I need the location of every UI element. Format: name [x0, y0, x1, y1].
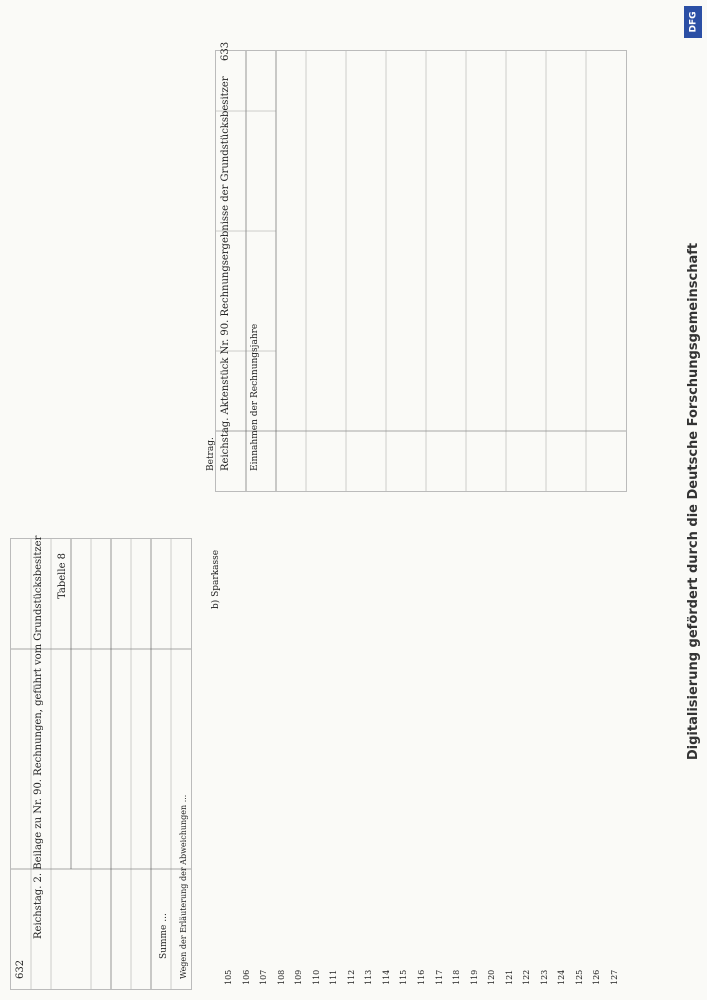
row-number: 124	[557, 969, 567, 985]
left-page-header: Reichstag. 2. Beilage zu Nr. 90. Rechnungen, geführt vom Grundstücksbesitzer	[33, 535, 44, 939]
row-number: 108	[276, 969, 286, 985]
row-number: 120	[487, 969, 497, 985]
row-number: 112	[346, 969, 356, 985]
row-number: 119	[469, 969, 479, 985]
row-number: 125	[574, 969, 584, 985]
row-number: 113	[364, 969, 374, 985]
row-number: 114	[381, 969, 391, 985]
row-number: 126	[592, 969, 602, 985]
row-number: 127	[610, 969, 619, 985]
row-number: 123	[539, 969, 549, 985]
row-number: 121	[504, 969, 514, 985]
row-number: 105	[224, 969, 233, 985]
left-sum-label: Summe ...	[159, 913, 169, 959]
right-section-marker: Betrag.	[206, 437, 216, 471]
row-number: 111	[329, 969, 339, 985]
left-footnote: Wegen der Erläuterung der Abweichungen ...	[179, 794, 188, 979]
row-number: 118	[452, 969, 462, 985]
left-section-marker: b) Sparkasse	[211, 549, 221, 609]
dfg-logo: DFG	[684, 6, 702, 38]
left-page-number: 632	[15, 959, 26, 979]
row-number: 122	[522, 969, 532, 985]
row-number: 106	[241, 969, 251, 985]
dfg-watermark: Digitalisierung gefördert durch die Deutsche Forschungsgemeinschaft	[686, 242, 702, 760]
row-number: 107	[259, 969, 269, 985]
right-page-number: 633	[220, 41, 231, 61]
right-page-table	[206, 41, 627, 492]
row-number: 109	[294, 969, 304, 985]
left-table-label: Tabelle 8	[57, 552, 68, 599]
right-page-header: Reichstag. Aktenstück Nr. 90. Rechnungsergebnisse der Grundstücksbesitzer	[220, 76, 231, 471]
row-number: 116	[417, 969, 426, 985]
row-number: 115	[399, 969, 409, 985]
left-page-table	[10, 535, 221, 990]
right-subheader: Einnahmen der Rechnungsjahre	[250, 323, 260, 471]
row-number: 117	[434, 969, 444, 985]
right-table-grid	[216, 51, 626, 491]
row-number: 110	[311, 969, 321, 985]
